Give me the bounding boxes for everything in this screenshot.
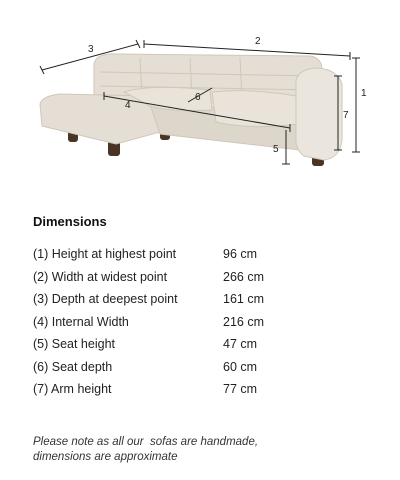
dimension-row (33, 356, 293, 379)
dim-label-internal-width: 4 (125, 100, 131, 111)
dimension-row (33, 378, 293, 401)
dimension-label: (4) Internal Width (33, 314, 129, 329)
dimension-value: 266 cm (223, 269, 264, 284)
dimension-label: (7) Arm height (33, 382, 112, 397)
note-line: Please note as all our sofas are handmade, (33, 436, 259, 448)
dimension-label: (2) Width at widest point (33, 269, 168, 284)
dim-label-seat-height: 5 (273, 144, 279, 155)
dim-label-arm-height: 7 (343, 110, 349, 121)
dimension-row (33, 266, 293, 289)
seat-cushion (212, 91, 300, 127)
dimension-value: 77 cm (223, 382, 258, 397)
dimension-value: 47 cm (223, 337, 258, 352)
dimension-value: 96 cm (223, 247, 258, 262)
sofa-arm (296, 68, 342, 160)
dimensions-heading: Dimensions (33, 214, 107, 229)
sofa-diagram (0, 0, 400, 200)
note-line: dimensions are approximate (33, 451, 178, 463)
dimensions-list (33, 243, 293, 401)
dim-label-seat-depth: 6 (195, 92, 201, 103)
dimension-value: 216 cm (223, 314, 264, 329)
dimension-row (33, 311, 293, 334)
handmade-note (33, 435, 373, 465)
dim-label-depth: 3 (88, 44, 94, 55)
dim-label-width: 2 (255, 36, 261, 47)
dimension-row (33, 243, 293, 266)
dimension-label: (3) Depth at deepest point (33, 292, 178, 307)
dimension-row (33, 333, 293, 356)
dimension-value: 161 cm (223, 292, 264, 307)
dimension-label: (5) Seat height (33, 337, 115, 352)
dim-label-height: 1 (361, 88, 367, 99)
dimension-row (33, 288, 293, 311)
dimension-value: 60 cm (223, 359, 258, 374)
dimension-label: (1) Height at highest point (33, 247, 177, 262)
sofa-illustration (0, 0, 400, 200)
dimension-label: (6) Seat depth (33, 359, 113, 374)
